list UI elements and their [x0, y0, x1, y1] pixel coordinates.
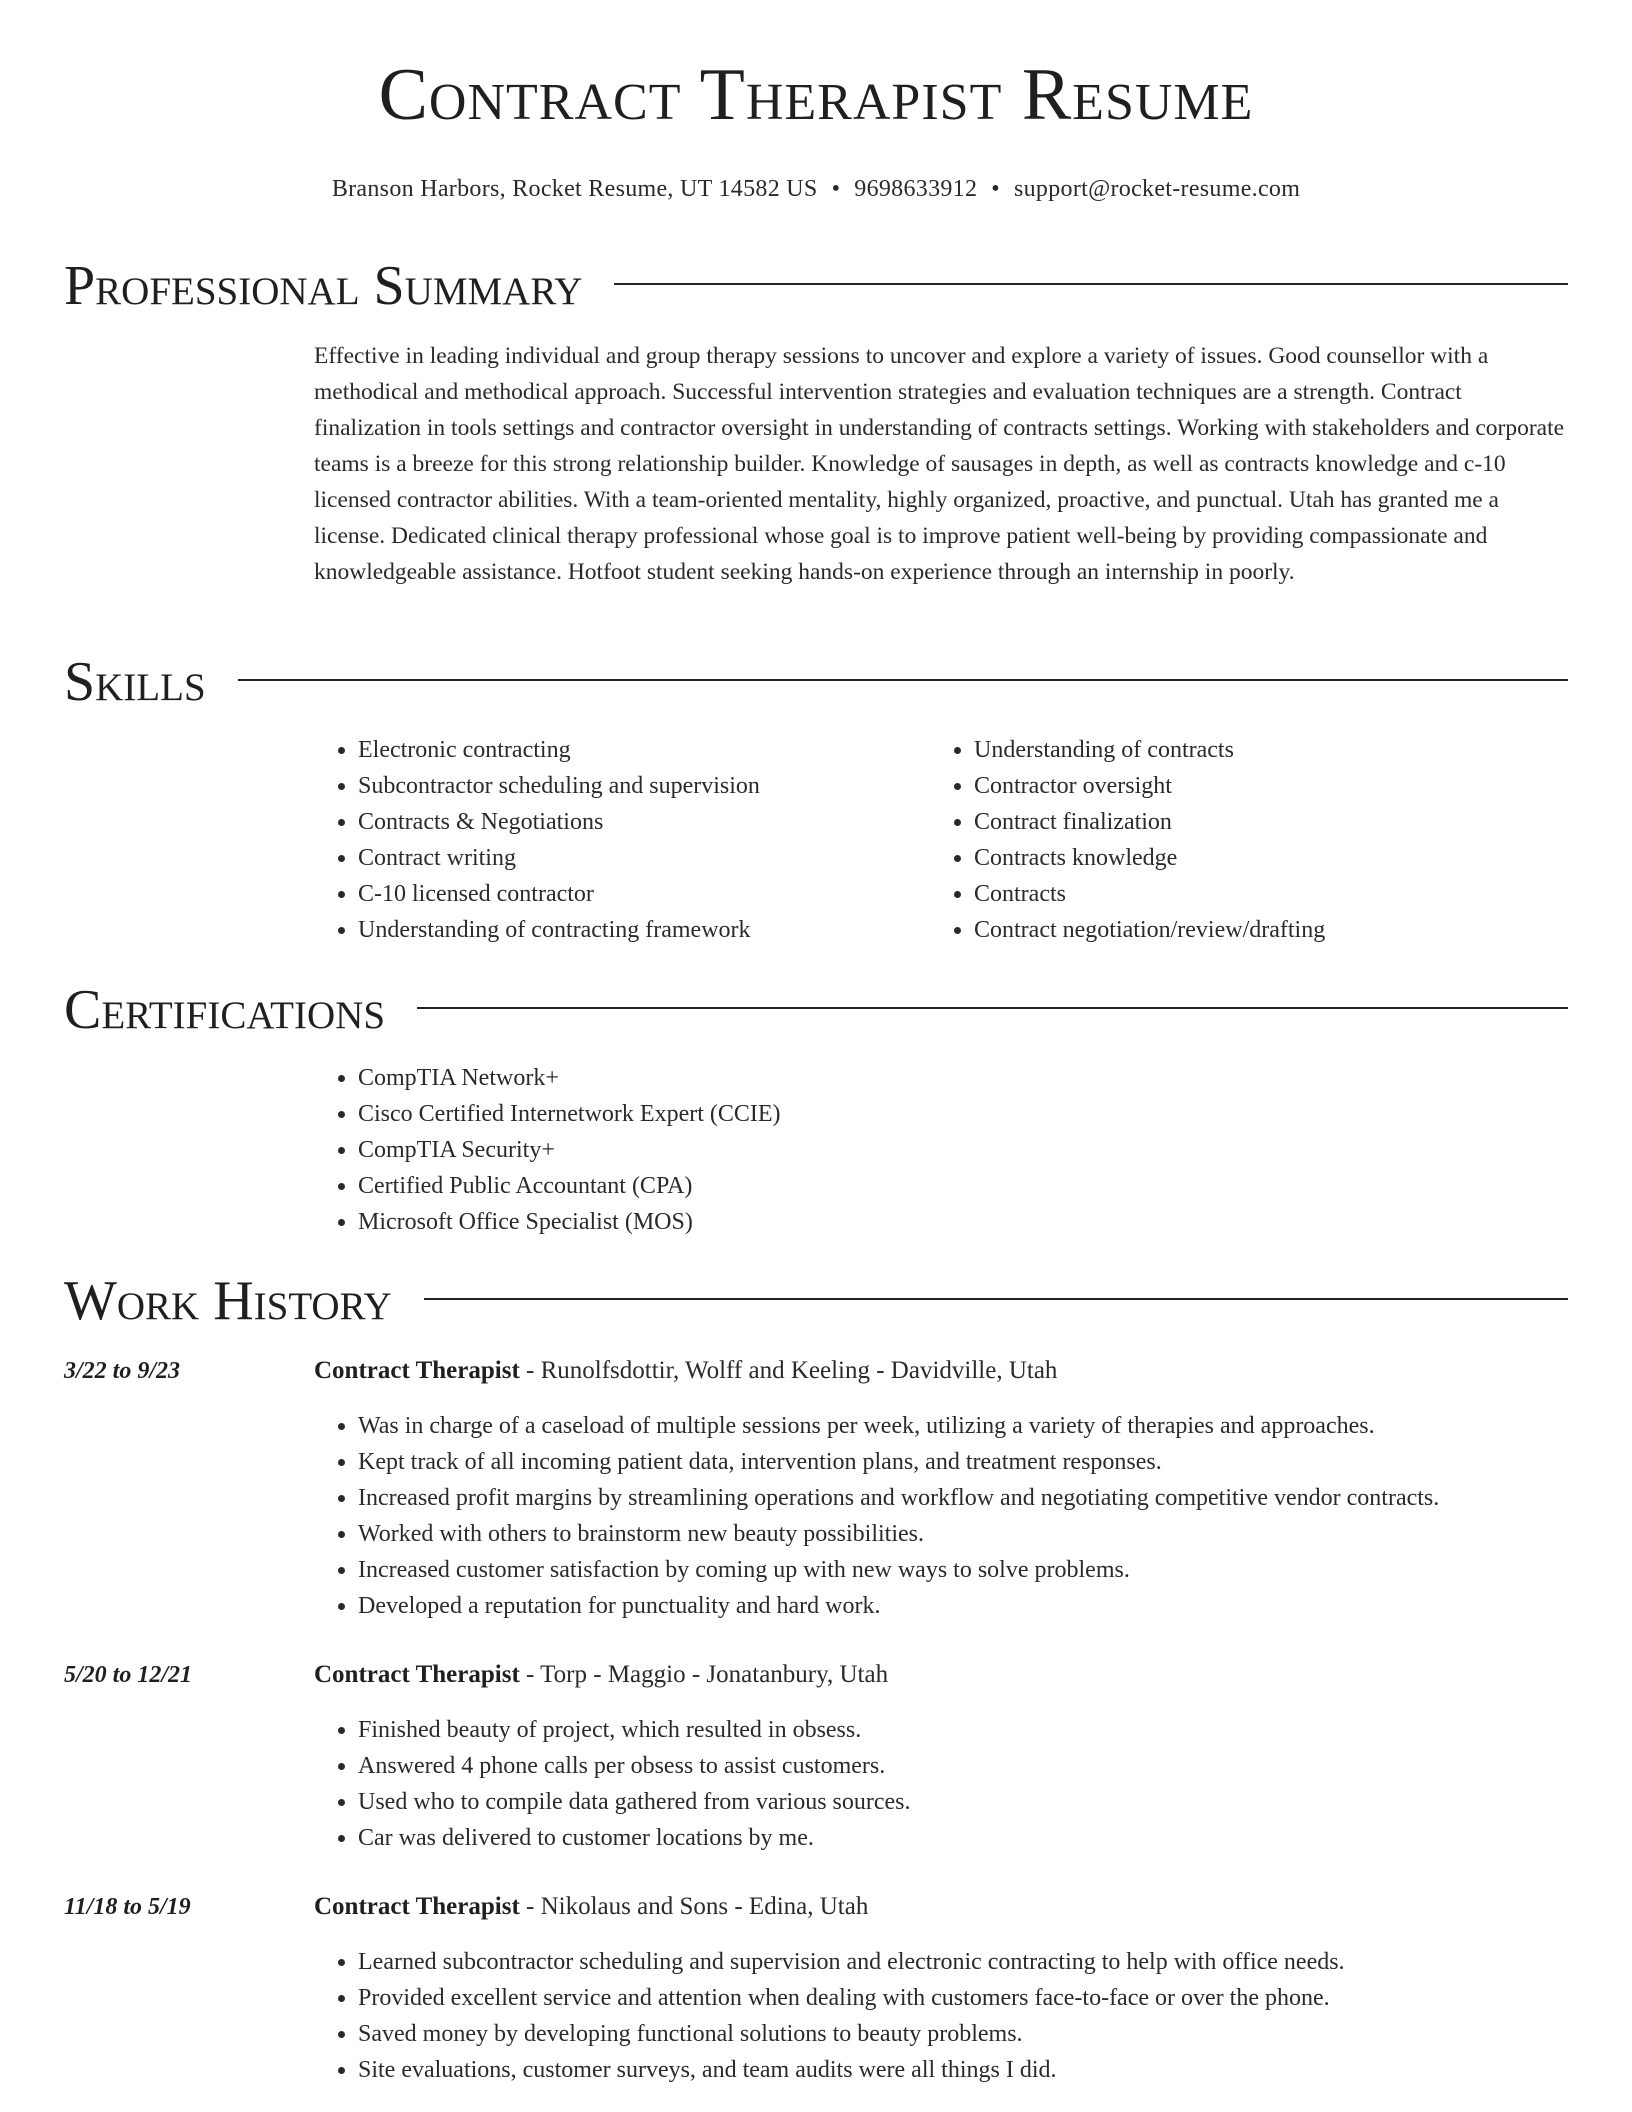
skill-item: • Contract finalization [974, 804, 1570, 840]
skill-item: • Subcontractor scheduling and supervision [358, 768, 914, 804]
job-role: Contract Therapist [314, 1357, 520, 1384]
work-heading: Work History [64, 1270, 392, 1332]
job-bullet: • Saved money by developing functional solutions to beauty problems. [358, 2016, 1574, 2052]
skills-column-right [930, 732, 1570, 948]
job-bullet: • Provided excellent service and attention when dealing with customers face-to-face or over the phone. [358, 1980, 1574, 2016]
job-role: Contract Therapist [314, 1661, 520, 1688]
certification-item: • CompTIA Security+ [358, 1132, 1564, 1168]
skill-item: • Electronic contracting [358, 732, 914, 768]
job-bullet: • Worked with others to brainstorm new beauty possibilities. [358, 1516, 1574, 1552]
skills-column-left [314, 732, 914, 948]
work-section-header [64, 1270, 1568, 1332]
section-divider [238, 679, 1568, 681]
contact-line [0, 176, 1632, 203]
job-bullet: • Answered 4 phone calls per obsess to assist customers. [358, 1748, 1574, 1784]
job-bullet: • Kept track of all incoming patient data, intervention plans, and treatment responses. [358, 1444, 1574, 1480]
certifications-section-header [64, 979, 1568, 1041]
job-bullet: • Increased profit margins by streamlining operations and workflow and negotiating competitive vendor contracts. [358, 1480, 1574, 1516]
job-bullet: • Finished beauty of project, which resulted in obsess. [358, 1712, 1574, 1748]
skill-item: • Contracts knowledge [974, 840, 1570, 876]
job-dates: 11/18 to 5/19 [64, 1894, 191, 1920]
job-bullets [314, 1408, 1574, 1624]
skill-item: • Contractor oversight [974, 768, 1570, 804]
job-bullets [314, 1944, 1574, 2088]
job-role: Contract Therapist [314, 1893, 520, 1920]
certification-item: • CompTIA Network+ [358, 1060, 1564, 1096]
job-details: - Runolfsdottir, Wolff and Keeling - Davidville, Utah [519, 1357, 1058, 1384]
job-dates: 5/20 to 12/21 [64, 1662, 193, 1688]
skill-item: • C-10 licensed contractor [358, 876, 914, 912]
skill-item: • Contracts [974, 876, 1570, 912]
job-dates: 3/22 to 9/23 [64, 1358, 181, 1384]
job-bullet: • Learned subcontractor scheduling and supervision and electronic contracting to help with office needs. [358, 1944, 1574, 1980]
job-bullet: • Used who to compile data gathered from various sources. [358, 1784, 1574, 1820]
skill-item: • Contract writing [358, 840, 914, 876]
summary-section-header [64, 255, 1568, 317]
skill-item: • Contract negotiation/review/drafting [974, 912, 1570, 948]
job-bullets [314, 1712, 1574, 1856]
contact-phone: 9698633912 [854, 176, 978, 202]
skill-item: • Contracts & Negotiations [358, 804, 914, 840]
job-header [314, 1893, 868, 1921]
job-bullet: • Increased customer satisfaction by coming up with new ways to solve problems. [358, 1552, 1574, 1588]
skills-heading: Skills [64, 651, 206, 713]
summary-text: Effective in leading individual and group therapy sessions to uncover and explore a variety of issues. Good counsellor with a methodical and methodical approach. Successful intervention strategies and evaluation techniques are a strength. Contract finalization in tools settings and contractor oversight in understanding of contracts settings. Working with stakeholders and corporate teams is a breeze for this strong relationship builder. Knowledge of sausages in depth, as well as contracts knowledge and c-10 licensed contractor abilities. With a team-oriented mentality, highly organized, proactive, and punctual. Utah has granted me a license. Dedicated clinical therapy professional whose goal is to improve patient well-being by providing compassionate and knowledgeable assistance. Hotfoot student seeking hands-on experience through an internship in poorly. [314, 343, 1565, 585]
job-header [314, 1661, 888, 1689]
job-details: - Nikolaus and Sons - Edina, Utah [519, 1893, 869, 1920]
section-divider [614, 283, 1568, 285]
job-bullet: • Site evaluations, customer surveys, and team audits were all things I did. [358, 2052, 1574, 2088]
certifications-heading: Certifications [64, 979, 386, 1041]
job-bullet: • Was in charge of a caseload of multiple sessions per week, utilizing a variety of therapies and approaches. [358, 1408, 1574, 1444]
contact-address: Branson Harbors, Rocket Resume, UT 14582 US [331, 176, 818, 202]
contact-separator: • [831, 176, 841, 202]
certification-item: • Cisco Certified Internetwork Expert (CCIE) [358, 1096, 1564, 1132]
skill-item: • Understanding of contracting framework [358, 912, 914, 948]
certification-item: • Certified Public Accountant (CPA) [358, 1168, 1564, 1204]
job-bullet: • Developed a reputation for punctuality and hard work. [358, 1588, 1574, 1624]
contact-email: support@rocket-resume.com [1013, 176, 1301, 202]
certifications-list [314, 1060, 1564, 1240]
skills-section-header [64, 651, 1568, 713]
job-details: - Torp - Maggio - Jonatanbury, Utah [519, 1661, 889, 1688]
job-header [314, 1357, 1057, 1385]
skill-item: • Understanding of contracts [974, 732, 1570, 768]
section-divider [424, 1298, 1568, 1300]
contact-separator: • [991, 176, 1000, 202]
resume-title: Contract Therapist Resume [378, 54, 1254, 136]
job-bullet: • Car was delivered to customer locations by me. [358, 1820, 1574, 1856]
certification-item: • Microsoft Office Specialist (MOS) [358, 1204, 1564, 1240]
summary-heading: Professional Summary [64, 255, 583, 317]
section-divider [417, 1007, 1568, 1009]
